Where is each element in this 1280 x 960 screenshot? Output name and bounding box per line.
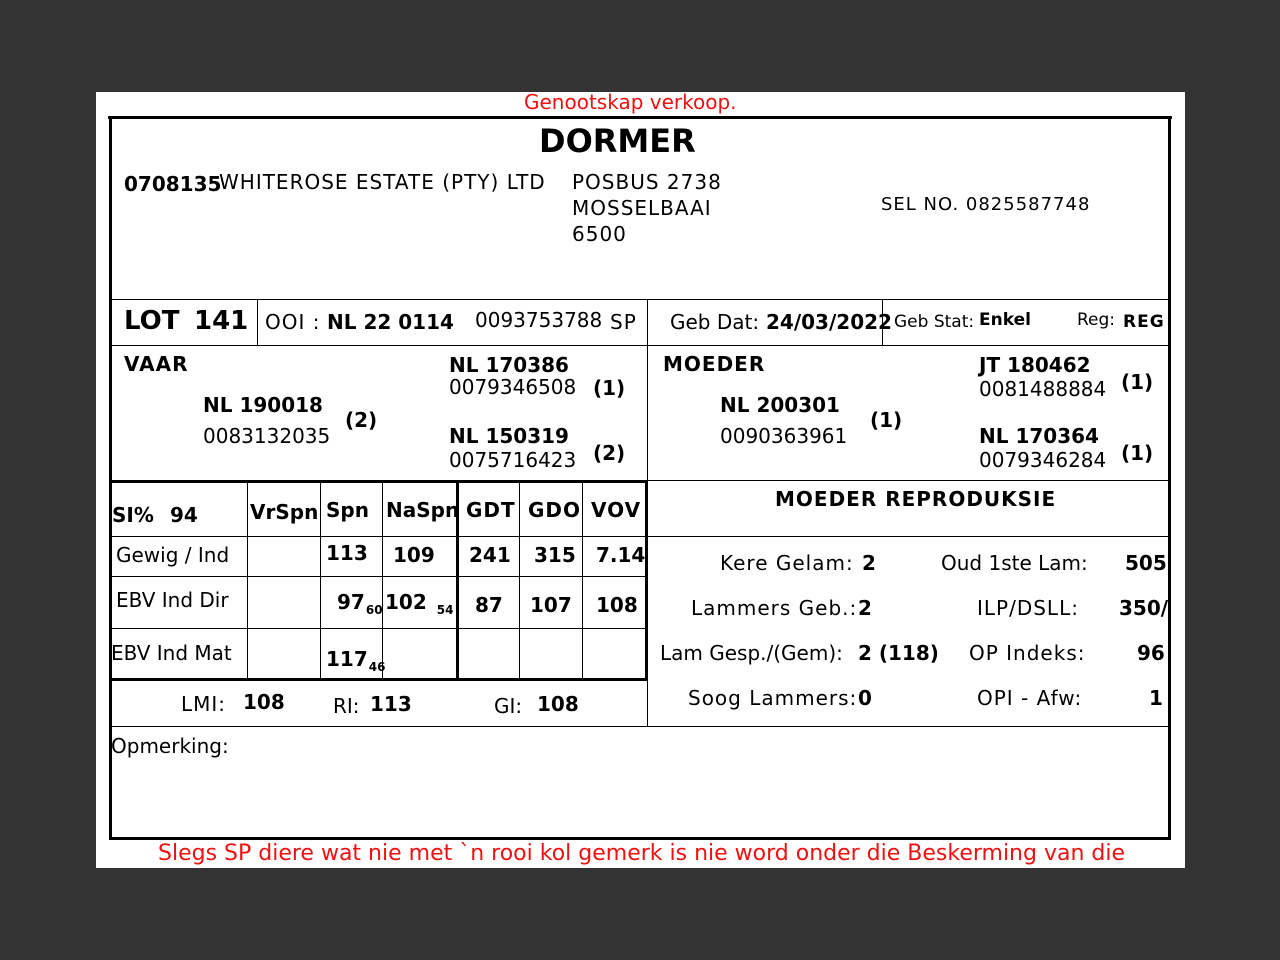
cell-vov: 108 [596, 593, 638, 617]
owner-address-line1: POSBUS 2738 [572, 170, 722, 194]
cell-gdt: 241 [469, 543, 511, 567]
sire-dam-mark: (2) [593, 441, 626, 465]
repro-value: 2 (118) [858, 641, 939, 665]
rule [110, 726, 1170, 727]
dam-sire-id: JT 180462 [979, 353, 1091, 377]
owner-address-line2: MOSSELBAAI [572, 196, 712, 220]
sire-sire-number: 0079346508 [449, 375, 577, 399]
frame-bottom [109, 837, 1171, 840]
table-rule [110, 576, 647, 577]
gi-value: 108 [537, 692, 579, 716]
cell-spn-value: 97 [337, 590, 365, 614]
cell-gdo: 315 [534, 543, 576, 567]
table-rule [582, 482, 583, 679]
row-label: Gewig / Ind [116, 543, 230, 567]
cell-naspn-value: 102 [385, 590, 427, 614]
sire-mark: (2) [345, 408, 378, 432]
sire-dam-id: NL 150319 [449, 424, 569, 448]
sire-label: VAAR [124, 352, 189, 376]
sire-sire-id: NL 170386 [449, 353, 569, 377]
lmi-label: LMI: [181, 692, 227, 716]
animal-grade: SP [610, 310, 637, 334]
frame-left [109, 116, 112, 840]
birth-date: 24/03/2022 [766, 310, 892, 334]
table-rule [110, 678, 647, 681]
cell-spn-sub: 46 [368, 660, 386, 674]
sale-card [96, 92, 1185, 868]
table-rule [110, 480, 647, 483]
top-note: Genootskap verkoop. [524, 90, 737, 114]
cell-naspn: 109 [393, 543, 435, 567]
ri-label: RI: [333, 694, 360, 718]
sire-sire-mark: (1) [593, 376, 626, 400]
table-rule [110, 536, 647, 537]
table-rule [247, 482, 248, 679]
gi-label: GI: [494, 694, 523, 718]
table-rule [110, 628, 647, 629]
repro-label: Kere Gelam: [720, 551, 854, 575]
dam-mark: (1) [870, 408, 903, 432]
si-label: SI% [112, 503, 154, 527]
cell-gdt: 87 [475, 593, 503, 617]
repro-label: ILP/DSLL: [977, 596, 1079, 620]
owner-code: 0708135 [124, 172, 222, 196]
cell-spn [337, 590, 383, 617]
col-header-spn: Spn [326, 498, 369, 522]
lot-label: LOT [124, 306, 180, 336]
table-rule [519, 482, 520, 679]
col-header-vov: VOV [591, 498, 642, 522]
animal-type-label: OOI : [265, 310, 321, 334]
owner-postcode: 6500 [572, 222, 627, 246]
dam-id: NL 200301 [720, 393, 840, 417]
sire-id: NL 190018 [203, 393, 323, 417]
rule [110, 345, 1170, 346]
repro-label: Lammers Geb.: [691, 596, 858, 620]
sire-dam-number: 0075716423 [449, 448, 577, 472]
ri-value: 113 [370, 692, 412, 716]
frame-top [108, 116, 1172, 119]
repro-label: OP Indeks: [969, 641, 1086, 665]
cell-spn-sub: 60 [365, 603, 383, 617]
dam-number: 0090363961 [720, 424, 848, 448]
repro-value: 2 [862, 551, 876, 575]
dam-repro-title: MOEDER REPRODUKSIE [775, 487, 1057, 511]
cell-spn [326, 647, 385, 674]
birth-status: Enkel [979, 310, 1031, 330]
dam-dam-mark: (1) [1121, 441, 1154, 465]
repro-value: 1 [1149, 686, 1163, 710]
cell-spn-value: 117 [326, 647, 368, 671]
col-header-gdo: GDO [528, 498, 582, 522]
repro-label: Soog Lammers: [688, 686, 858, 710]
sire-number: 0083132035 [203, 424, 331, 448]
reg-label: Reg: [1077, 310, 1116, 330]
owner-name: WHITEROSE ESTATE (PTY) LTD [219, 170, 546, 194]
cell-naspn-sub: 54 [436, 603, 454, 617]
dam-dam-number: 0079346284 [979, 448, 1107, 472]
row-label: EBV Ind Dir [116, 588, 229, 612]
si-value: 94 [170, 503, 198, 527]
birth-status-label: Geb Stat: [894, 312, 975, 332]
cell-spn: 113 [326, 541, 368, 565]
rule [110, 299, 1170, 300]
repro-value: 96 [1137, 641, 1165, 665]
dam-sire-mark: (1) [1121, 370, 1154, 394]
col-header-naspn: NaSpn [386, 498, 460, 522]
breed-title: DORMER [539, 122, 696, 160]
col-header-vrspn: VrSpn [250, 500, 319, 524]
owner-cell: SEL NO. 0825587748 [881, 194, 1091, 215]
repro-value: 350/ [1119, 596, 1169, 620]
bottom-note: Slegs SP diere wat nie met `n rooi kol gemerk is nie word onder die Beskerming van die [158, 841, 1126, 866]
frame-right [1168, 116, 1171, 840]
dam-dam-id: NL 170364 [979, 424, 1099, 448]
birth-date-label: Geb Dat: [670, 310, 760, 334]
table-rule [645, 480, 648, 680]
row-label: EBV Ind Mat [111, 641, 232, 665]
reg-status: REG [1123, 312, 1165, 332]
repro-value: 2 [858, 596, 872, 620]
rule [647, 536, 1170, 537]
cell-gdo: 107 [530, 593, 572, 617]
col-header-gdt: GDT [466, 498, 516, 522]
rule [647, 480, 1170, 481]
remarks-label: Opmerking: [111, 734, 229, 758]
cell-naspn [385, 590, 453, 617]
table-rule [320, 482, 321, 679]
repro-label: Oud 1ste Lam: [941, 551, 1088, 575]
animal-reg-number: 0093753788 [475, 308, 603, 332]
repro-value: 505 [1125, 551, 1167, 575]
animal-id: NL 22 0114 [327, 310, 454, 334]
repro-label: OPI - Afw: [977, 686, 1083, 710]
repro-value: 0 [858, 686, 872, 710]
dam-label: MOEDER [663, 352, 766, 376]
lmi-value: 108 [243, 690, 285, 714]
repro-label: Lam Gesp./(Gem): [660, 641, 843, 665]
dam-sire-number: 0081488884 [979, 377, 1107, 401]
cell-vov: 7.14 [596, 543, 646, 567]
rule [257, 299, 258, 346]
lot-number: 141 [194, 306, 249, 336]
